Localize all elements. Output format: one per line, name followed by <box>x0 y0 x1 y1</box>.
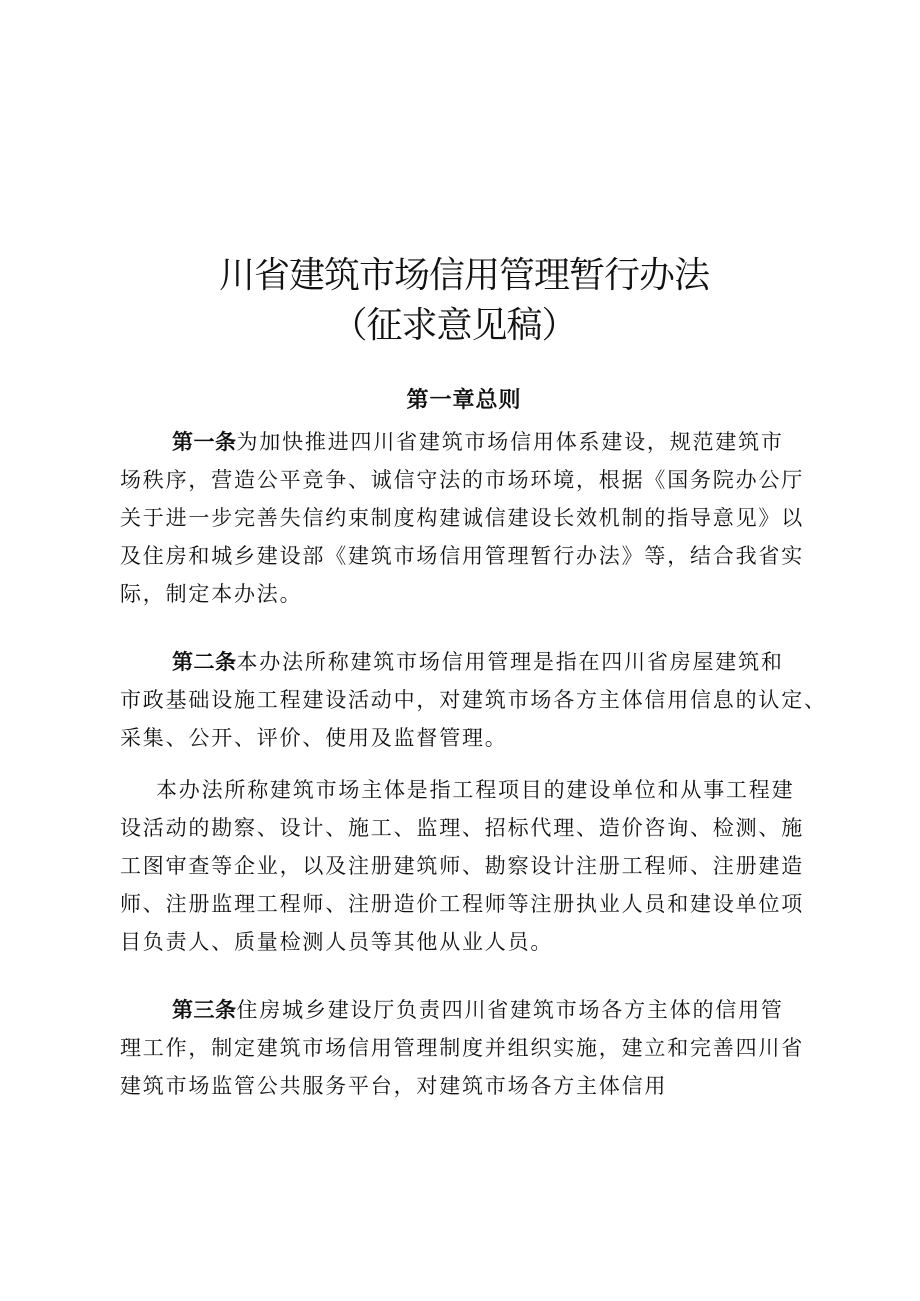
title-subtitle: （征求意见稿） <box>331 305 577 346</box>
article-1-line: 及住房和城乡建设部《建筑市场信用管理暂行办法》等，结合我省实 <box>120 544 804 568</box>
article-2-line: 第二条本办法所称建筑市场信用管理是指在四川省房屋建筑和 <box>172 650 784 674</box>
chapter-heading: 第一章总则 <box>406 388 522 413</box>
article-1 <box>120 423 810 613</box>
article-3 <box>120 991 810 1105</box>
article-2 <box>120 643 827 757</box>
title-main: 川省建筑市场信用管理暂行办法 <box>218 255 709 296</box>
article-3-line: 建筑市场监管公共服务平台，对建筑市场各方主体信用 <box>120 1074 668 1098</box>
paragraph-line: 师、注册监理工程师、注册造价工程师等注册执业人员和建设单位项 <box>120 892 804 916</box>
article-1-line: 关于进一步完善失信约束制度构建诚信建设长效机制的指导意见》以 <box>120 506 804 530</box>
article-2-line: 市政基础设施工程建设活动中，对建筑市场各方主体信用信息的认定、 <box>120 688 827 712</box>
article-1-line: 场秩序，营造公平竞争、诚信守法的市场环境，根据《国务院办公厅 <box>120 468 804 492</box>
article-1-line: 第一条为加快推进四川省建筑市场信用体系建设，规范建筑市 <box>172 430 784 454</box>
paragraph-line: 工图审查等企业，以及注册建筑师、勘察设计注册工程师、注册建造 <box>120 854 804 878</box>
paragraph-line: 本办法所称建筑市场主体是指工程项目的建设单位和从事工程建 <box>156 778 795 802</box>
article-3-line: 理工作，制定建筑市场信用管理制度并组织实施，建立和完善四川省 <box>120 1036 804 1060</box>
article-3-line: 第三条住房城乡建设厅负责四川省建筑市场各方主体的信用管 <box>172 998 784 1022</box>
article-2-line: 采集、公开、评价、使用及监督管理。 <box>120 726 508 750</box>
paragraph-line: 目负责人、质量检测人员等其他从业人员。 <box>120 930 554 954</box>
article-1-line: 际，制定本办法。 <box>120 582 303 606</box>
article-3-label: 第三条 <box>172 998 237 1022</box>
paragraph-line: 设活动的勘察、设计、施工、监理、招标代理、造价咨询、检测、施 <box>120 816 804 840</box>
paragraph-market-subjects <box>120 771 810 961</box>
article-2-label: 第二条 <box>172 650 237 674</box>
document-title <box>0 251 920 351</box>
article-1-label: 第一条 <box>172 430 237 454</box>
